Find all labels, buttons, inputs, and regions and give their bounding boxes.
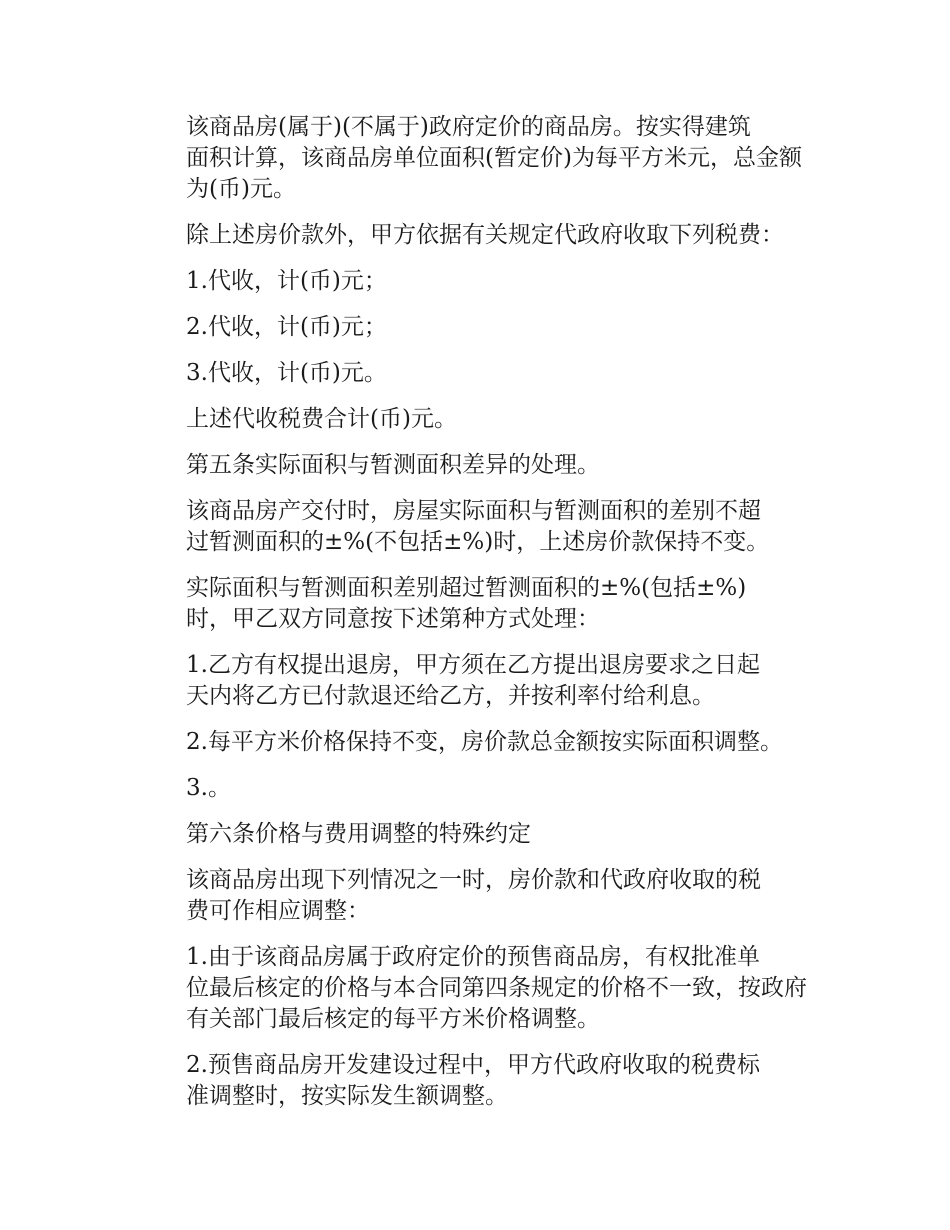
paragraph-line: 准调整时，按实际发生额调整。 [186,1083,508,1109]
paragraph-line: 2.每平方米价格保持不变，房价款总金额按实际面积调整。 [186,729,783,755]
paragraph-line: 1.由于该商品房属于政府定价的预售商品房，有权批准单 [186,944,760,970]
paragraph-line: 过暂测面积的±%(不包括±%)时，上述房价款保持不变。 [186,529,770,555]
paragraph-line: 有关部门最后核定的每平方米价格调整。 [186,1006,600,1032]
paragraph-line: 1.代收，计(币)元； [186,268,387,294]
paragraph-line: 时，甲乙双方同意按下述第种方式处理： [186,606,600,632]
paragraph-line: 位最后核定的价格与本合同第四条规定的价格不一致，按政府 [186,975,807,1001]
paragraph-line: 上述代收税费合计(币)元。 [186,406,457,432]
paragraph [140,773,820,804]
paragraph [140,942,820,1035]
paragraph-line: 第五条实际面积与暂测面积差异的处理。 [186,452,600,478]
paragraph-line: 面积计算，该商品房单位面积(暂定价)为每平方米元，总金额 [186,145,802,171]
document-body [140,112,820,1127]
paragraph-line: 2.代收，计(币)元； [186,314,387,340]
paragraph [140,358,820,389]
paragraph-line: 除上述房价款外，甲方依据有关规定代政府收取下列税费： [186,222,784,248]
paragraph-line: 该商品房产交付时，房屋实际面积与暂测面积的差别不超 [186,498,761,524]
paragraph [140,650,820,712]
paragraph [140,1050,820,1112]
paragraph-line: 实际面积与暂测面积差别超过暂测面积的±%(包括±%) [186,575,747,601]
paragraph-line: 费可作相应调整： [186,898,370,924]
paragraph [140,404,820,435]
paragraph [140,312,820,343]
paragraph [140,865,820,927]
paragraph-line: 1.乙方有权提出退房，甲方须在乙方提出退房要求之日起 [186,652,760,678]
paragraph [140,112,820,205]
paragraph [140,266,820,297]
paragraph-line: 为(币)元。 [186,176,296,202]
paragraph [140,819,820,850]
paragraph-line: 第六条价格与费用调整的特殊约定 [186,821,531,847]
paragraph [140,573,820,635]
paragraph [140,220,820,251]
paragraph [140,727,820,758]
paragraph-line: 该商品房(属于)(不属于)政府定价的商品房。按实得建筑 [186,114,751,140]
paragraph [140,496,820,558]
paragraph-line: 天内将乙方已付款退还给乙方，并按利率付给利息。 [186,683,715,709]
paragraph-line: 2.预售商品房开发建设过程中，甲方代政府收取的税费标 [186,1052,760,1078]
paragraph [140,450,820,481]
paragraph-line: 3.。 [186,775,231,801]
paragraph-line: 该商品房出现下列情况之一时，房价款和代政府收取的税 [186,867,761,893]
paragraph-line: 3.代收，计(币)元。 [186,360,387,386]
